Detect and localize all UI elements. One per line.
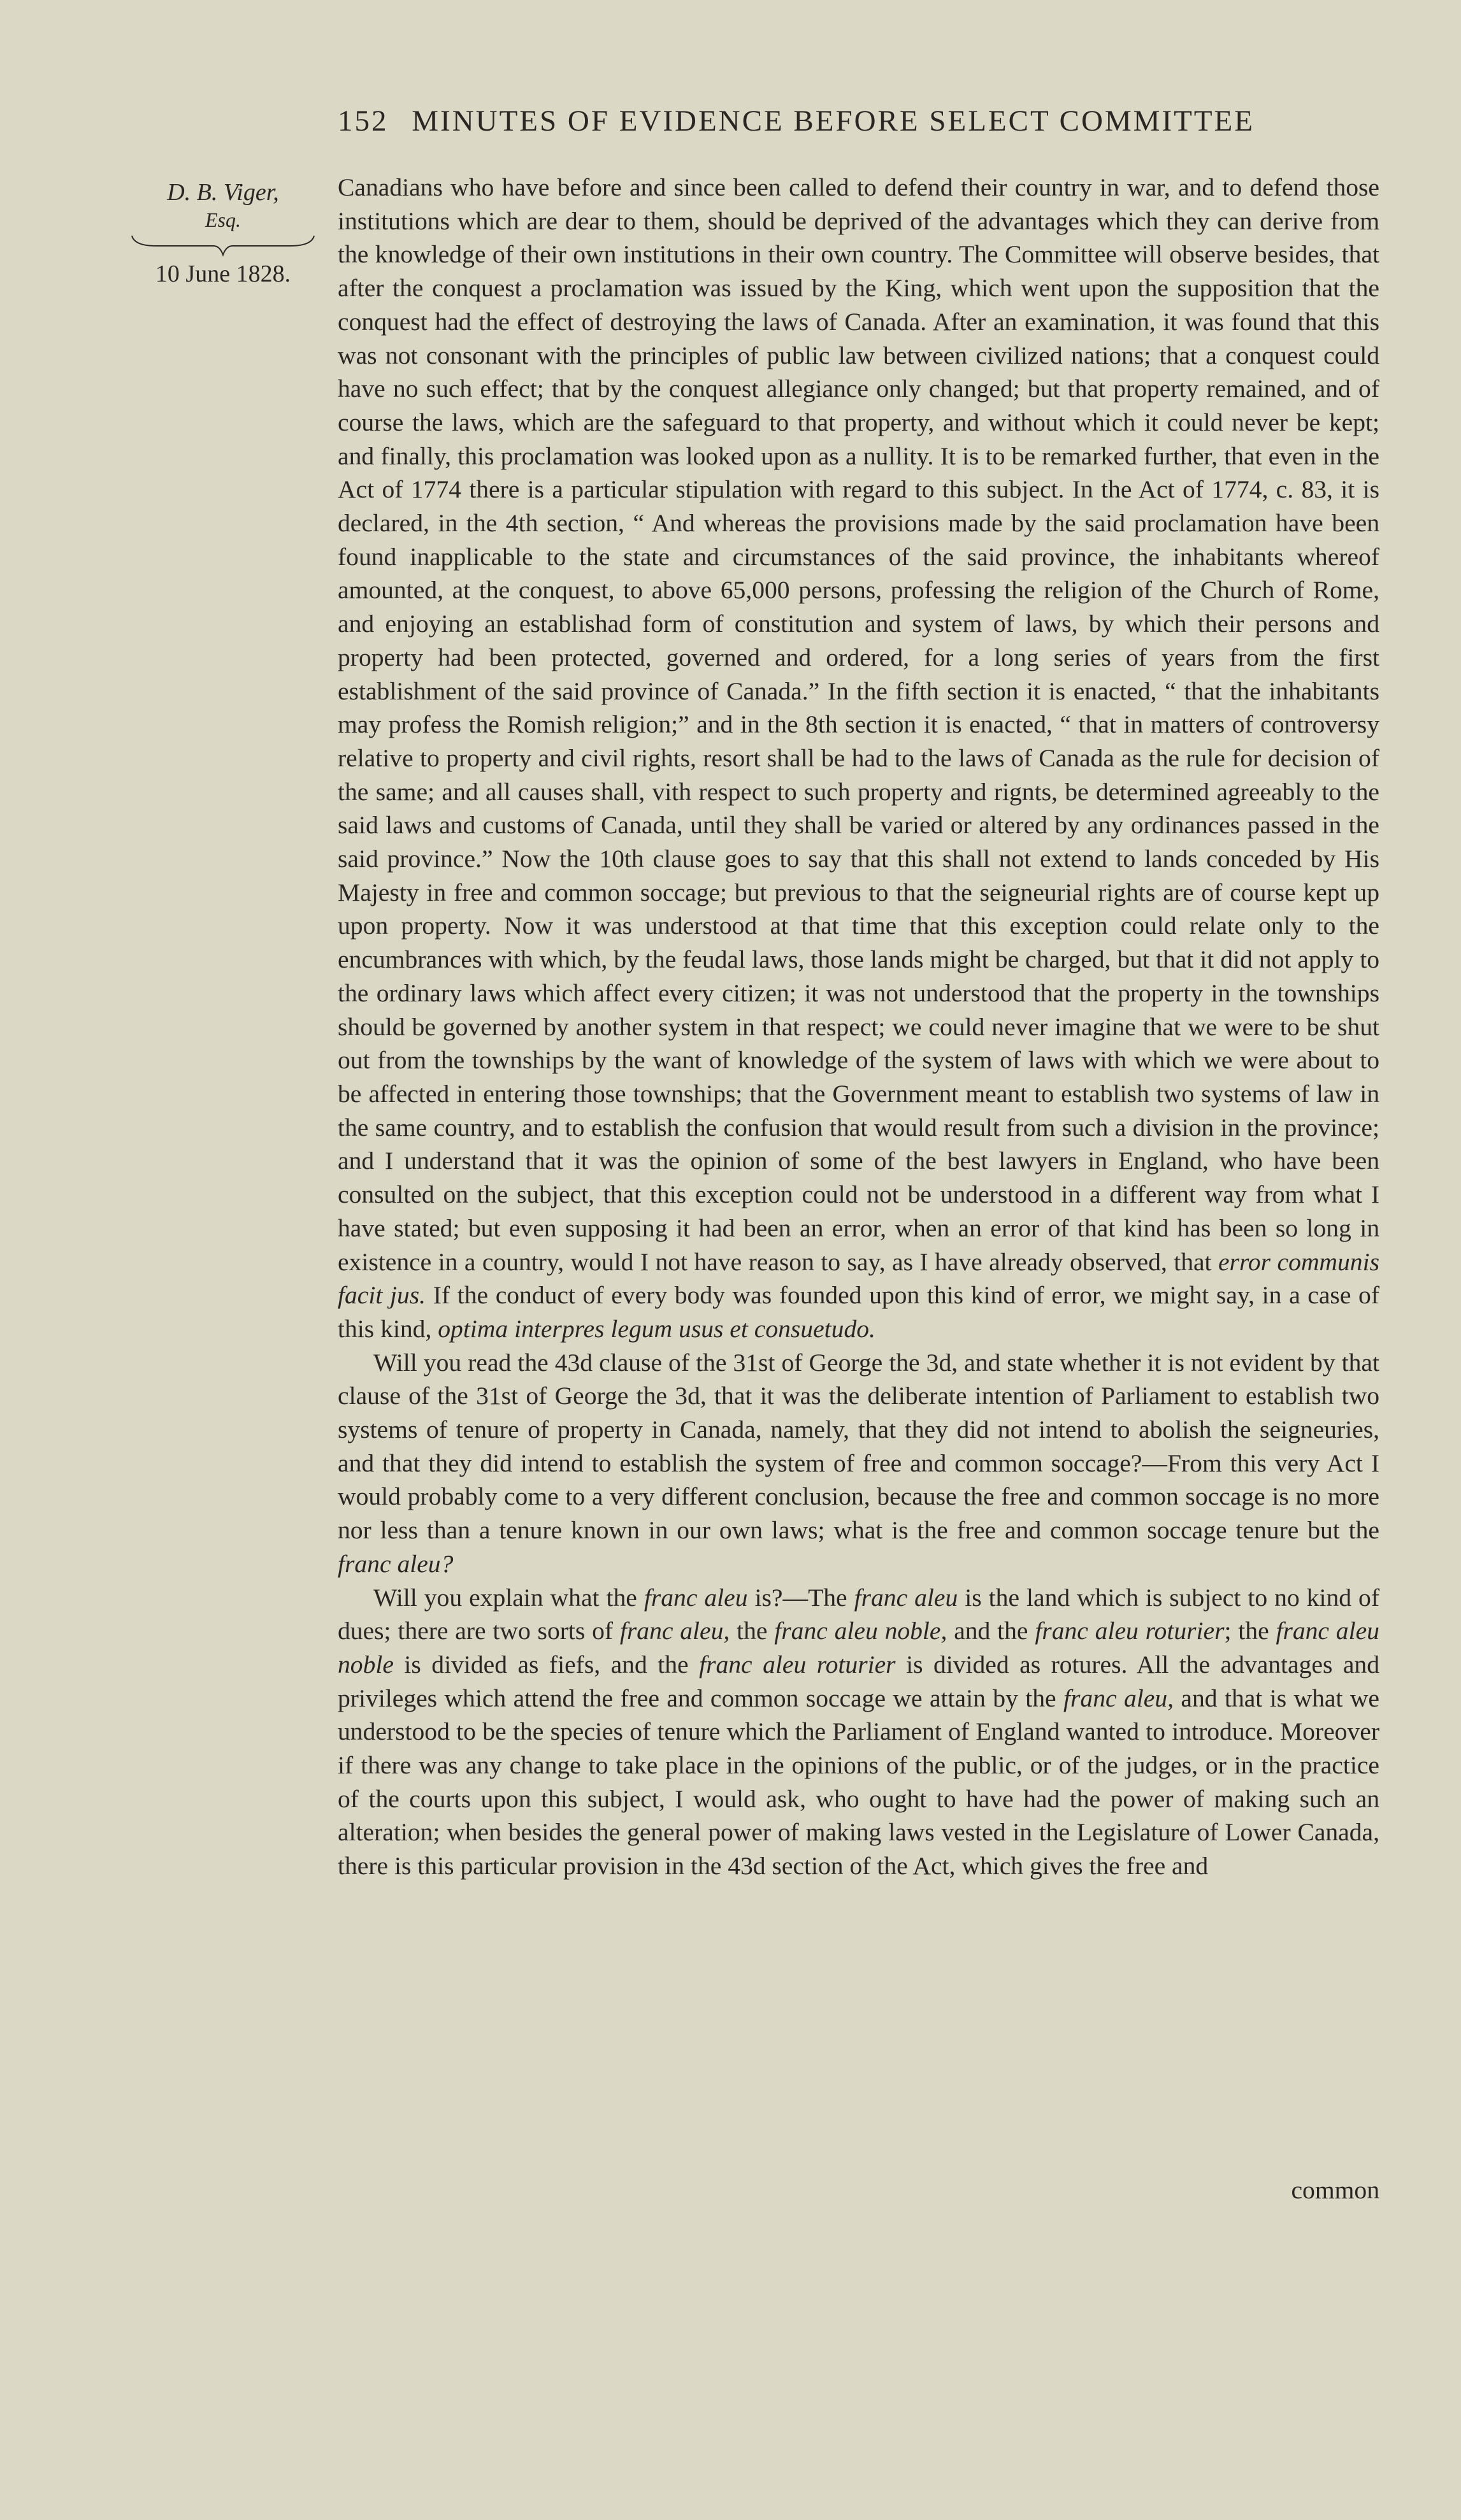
catchword: common [1291, 2176, 1379, 2204]
italic-text: franc aleu, [1063, 1684, 1174, 1712]
body-text [338, 171, 1379, 1883]
running-header [338, 104, 1383, 138]
italic-text: franc aleu, [619, 1617, 730, 1645]
italic-text: error communis facit jus. [338, 1247, 1379, 1310]
text-run: and the [947, 1617, 1035, 1645]
text-run: Canadians who have before and since been called to defend their country in war, and to defend those institutions which are dear to them, should be deprived of the advantages which they can derive from the knowledge of their own institutions in their own country. The Committee will observe besides, that after the conquest a proclamation was issued by the King, which went upon the supposition that the conquest had the effect of destroying the laws of Canada. After an examination, it was found that this was not consonant with the principles of public law between civilized nations; that a conquest could have no such effect; that by the conquest allegiance only changed; but that property remained, and of course the laws, which are the safeguard to that property, and without which it could never be kept; and finally, this proclamation was looked upon as a nullity. It is to be remarked further, that even in the Act of 1774 there is a particular stipulation with regard to this subject. In the Act of 1774, c. 83, it is declared, in the 4th section, “ And whereas the provisions made by the said proclamation have been found inapplicable to the state and circumstances of the said province, the inhabitants whereof amounted, at the conquest, to above 65,000 persons, professing the religion of the Church of Rome, and enjoying an establishad form of constitution and system of laws, by which their persons and property had been protected, governed and ordered, for a long series of years from the first establishment of the said province of Canada.” In the fifth section it is enacted, “ that the inhabitants may profess the Romish religion;” and in the 8th section it is enacted, “ that in matters of controversy relative to property and civil rights, resort shall be had to the laws of Canada as the rule for decision of the same; and all causes shall, vith respect to such property and rignts, be determined agreeably to the said laws and customs of Canada, until they shall be varied or altered by any ordinances passed in the said province.” Now the 10th clause goes to say that this shall not extend to lands conceded by His Majesty in free and common soccage; but previous to that the seigneurial rights are of course kept up upon property. Now it was understood at that time that this exception could relate only to the encumbrances with which, by the feudal laws, those lands might be charged, but that it did not apply to the ordinary laws which affect every citizen; it was not understood that the property in the townships should be governed by another system in that respect; we could never imagine that we were to be shut out from the townships by the want of knowledge of the system of laws with which we were about to be affected in entering those townships; that the Government meant to establish two systems of law in the same country, and to establish the confusion that would result from such a division in the province; and I understand that it was the opinion of some of the best lawyers in England, who have been consulted on the subject, that this exception could not be understood in a different way from what I have stated; but even supposing it had been an error, when an error of that kind has been so long in existence in a country, would I not have reason to say, as I have already observed, that [338, 173, 1379, 1276]
witness-name: D. B. Viger, [167, 179, 279, 206]
italic-text: franc aleu roturier [1035, 1617, 1225, 1645]
running-title: MINUTES OF EVIDENCE BEFORE SELECT COMMITTEE [412, 104, 1255, 138]
paragraph [338, 1346, 1379, 1581]
testimony-date: 10 June 1828. [155, 260, 291, 287]
paragraph [338, 171, 1379, 1346]
italic-text: franc aleu noble, [774, 1617, 947, 1645]
italic-text: franc aleu noble [338, 1617, 1379, 1679]
text-run: ; the [1224, 1617, 1276, 1645]
brace-ornament [131, 232, 315, 257]
text-run: is the land which is subject to no kind of dues; there are two sorts of [338, 1583, 1379, 1645]
witness-title: Esq. [205, 208, 241, 231]
paragraph [338, 1581, 1379, 1883]
page-number: 152 [338, 104, 389, 138]
italic-text: franc aleu? [338, 1549, 454, 1578]
italic-text: franc aleu [854, 1583, 958, 1612]
text-run: and that is what we understood to be the species of tenure which the Parliament of England wanted to introduce. Moreover if there was any change to take place in the opinions of the public, or of the judges, or in the practice of the courts upon this subject, I would ask, who ought to have had the power of making such an alteration; when besides the general power of making laws vested in the Legislature of Lower Canada, there is this particular provision in the 43d section of the Act, which gives the free and [338, 1684, 1379, 1880]
margin-note [127, 178, 319, 289]
italic-text: franc aleu roturier [699, 1650, 896, 1679]
text-run: Will you explain what the [373, 1583, 644, 1612]
text-run: the [730, 1617, 775, 1645]
text-run: If the conduct of every body was founded upon this kind of error, we might say, in a case of this kind, [338, 1281, 1379, 1343]
italic-text: franc aleu [644, 1583, 748, 1612]
text-run: is divided as fiefs, and the [393, 1650, 700, 1679]
italic-text: optima interpres legum usus et consuetudo. [438, 1314, 875, 1343]
text-run: is divided as rotures. All the advantages and privileges which attend the free and common soccage we attain by the [338, 1650, 1379, 1712]
text-run: is?—The [747, 1583, 854, 1612]
text-run: Will you read the 43d clause of the 31st of George the 3d, and state whether it is not evident by that clause of the 31st of George the 3d, that it was the deliberate intention of Parliament to establish two systems of tenure of property in Canada, namely, that they did not intend to abolish the seigneuries, and that they did intend to establish the system of free and common soccage?—From this very Act I would probably come to a very different conclusion, because the free and common soccage is no more nor less than a tenure known in our own laws; what is the free and common soccage tenure but the [338, 1348, 1379, 1545]
